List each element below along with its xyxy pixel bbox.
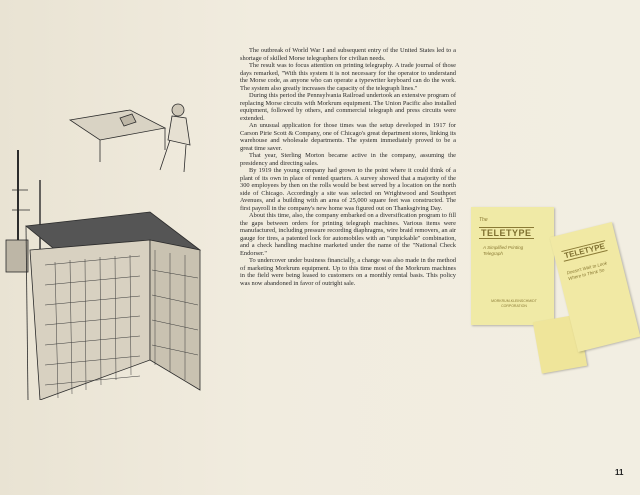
booklet-back-subtitle: Doesn't Wait to Look Where to Think So xyxy=(566,260,608,282)
page-number: 11 xyxy=(615,468,624,477)
paragraph: The outbreak of World War I and subsequent entry of the United States led to a shortage of skilled Morse telegraphers for civilian needs. xyxy=(240,47,456,62)
paragraph: During this period the Pennsylvania Railroad undertook an extensive program of replacing Morse circuits with Morkrum equipment. The Union Pacific also installed equipment, followed by others, and commercial telegraph and press circuits were extended. xyxy=(240,92,456,122)
paragraph: An unusual application for those times was the setup developed in 1917 for Carson Pirie Scott & Company, one of Chicago's great department stores, linking its warehouse and wholesale departments. The system immediately proved to be a great time saver. xyxy=(240,122,456,152)
article-body xyxy=(240,47,456,287)
paragraph: The result was to focus attention on printing telegraphy. A trade journal of those days remarked, "With this system it is not necessary for the operator to understand the Morse code, as anyone who can operate a typewriter keyboard can do the work. The system also greatly increases the capacity of the telegraph lines." xyxy=(240,62,456,92)
paragraph: To undercover under business financially, a change was also made in the method of marketing Morkrum equipment. Up to this time most of the Morkrum machines in the field were being leased to customers on a monthly rental basis. This policy was now abandoned in favor of outright sale. xyxy=(240,257,456,287)
booklet-subtitle: A Simplified Printing Telegraph xyxy=(483,245,524,256)
booklet-fineprint: MORKRUM-KLEINSCHMIDT CORPORATION xyxy=(491,299,537,308)
factory-building-illustration xyxy=(0,100,230,400)
booklet-the: The xyxy=(479,217,488,223)
paragraph: About this time, also, the company embarked on a diversification program to fill the gaps between orders for printing telegraph machines. Various items were manufactured, including pressure recording diaphragms, wire braid removers, an air gauge for tires, a patented lock for automobiles with an "unpickable" combination, and a check handling machine marketed under the name of the "National Check Endorser." xyxy=(240,212,456,257)
booklet-back-title: TELETYPE xyxy=(561,240,608,262)
paragraph: That year, Sterling Morton became active in the company, assuming the presidency and directing sales. xyxy=(240,152,456,167)
teletype-booklet-front xyxy=(471,207,554,325)
paragraph: By 1919 the young company had grown to the point where it could think of a plant of its own in place of rented quarters. A survey showed that a majority of the 300 employees by then on the rolls would be best served by a location on the north side of Chicago. Accordingly a site was selected on Wrightwood and Southport Avenues, and a building with an area of 25,000 square feet was constructed. The first payroll in the company's new home was figured out on Thanksgiving Day. xyxy=(240,167,456,212)
booklet-title: TELETYPE xyxy=(481,228,532,238)
